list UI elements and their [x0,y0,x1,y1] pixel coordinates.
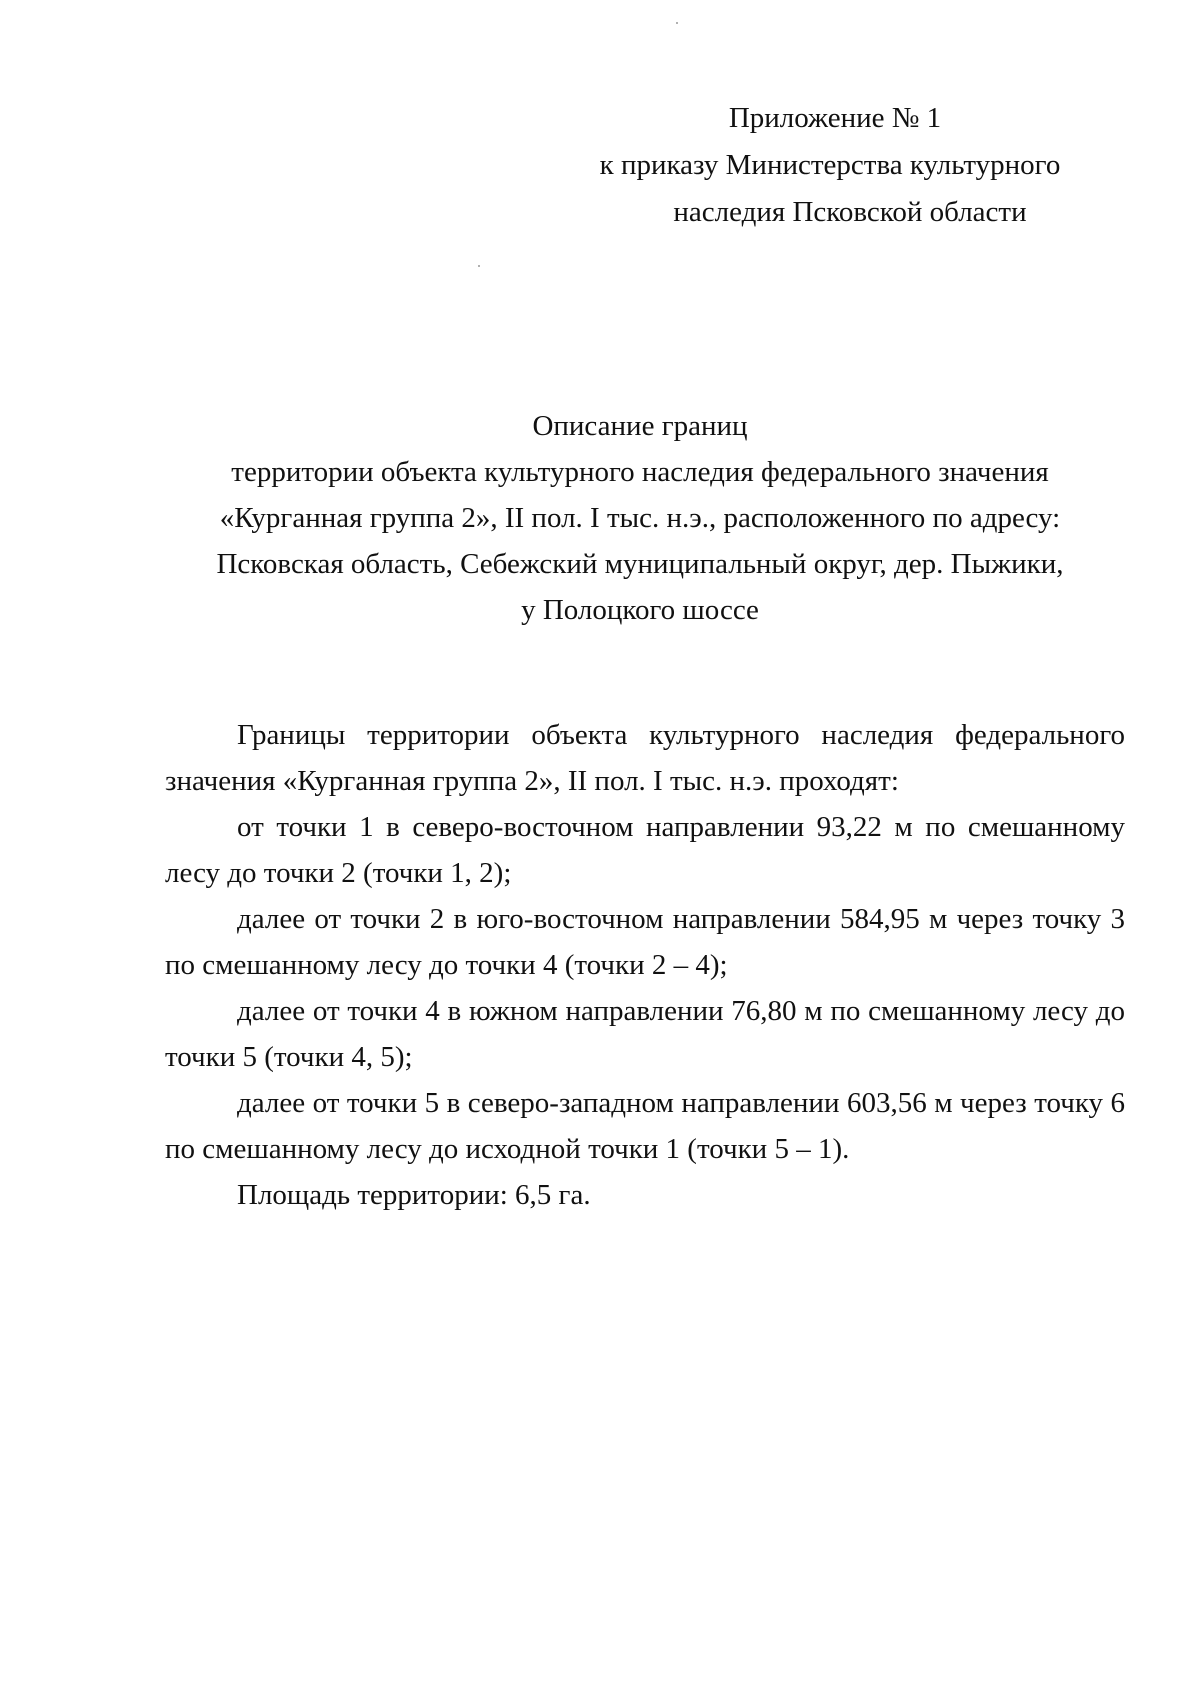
boundary-segment-paragraph: далее от точки 4 в южном направлении 76,80 м по смешанному лесу до точки 5 (точки 4, 5); [165,995,1125,1073]
intro-paragraph: Границы территории объекта культурного наследия федерального значения «Курганная группа 2», II пол. I тыс. н.э. проходят: [165,719,1125,797]
title-line: «Курганная группа 2», II пол. I тыс. н.э., расположенного по адресу: [219,502,1061,534]
scan-speck [676,22,678,24]
title-line: у Полоцкого шоссе [521,594,759,626]
territory-area: Площадь территории: 6,5 га. [237,1179,591,1211]
boundary-segment-paragraph: далее от точки 2 в юго-восточном направлении 584,95 м через точку 3 по смешанному лесу до точки 4 (точки 2 – 4); [165,903,1125,981]
boundary-segment-paragraph: от точки 1 в северо-восточном направлении 93,22 м по смешанному лесу до точки 2 (точки 1, 2); [165,811,1125,889]
boundary-segment-paragraph: далее от точки 5 в северо-западном направлении 603,56 м через точку 6 по смешанному лесу до исходной точки 1 (точки 5 – 1). [165,1087,1125,1165]
title-line: Псковская область, Себежский муниципальный округ, дер. Пыжики, [216,548,1064,580]
appendix-number: Приложение № 1 [728,102,942,134]
title-line: Описание границ [532,410,748,442]
title-line: территории объекта культурного наследия федерального значения [231,456,1049,488]
appendix-order-reference: к приказу Министерства культурного [599,149,1061,181]
boundary-description [165,712,1125,1218]
appendix-issuer: наследия Псковской области [673,196,1027,228]
appendix-header [560,95,1100,236]
document-title [160,403,1120,633]
scan-speck [478,265,480,267]
